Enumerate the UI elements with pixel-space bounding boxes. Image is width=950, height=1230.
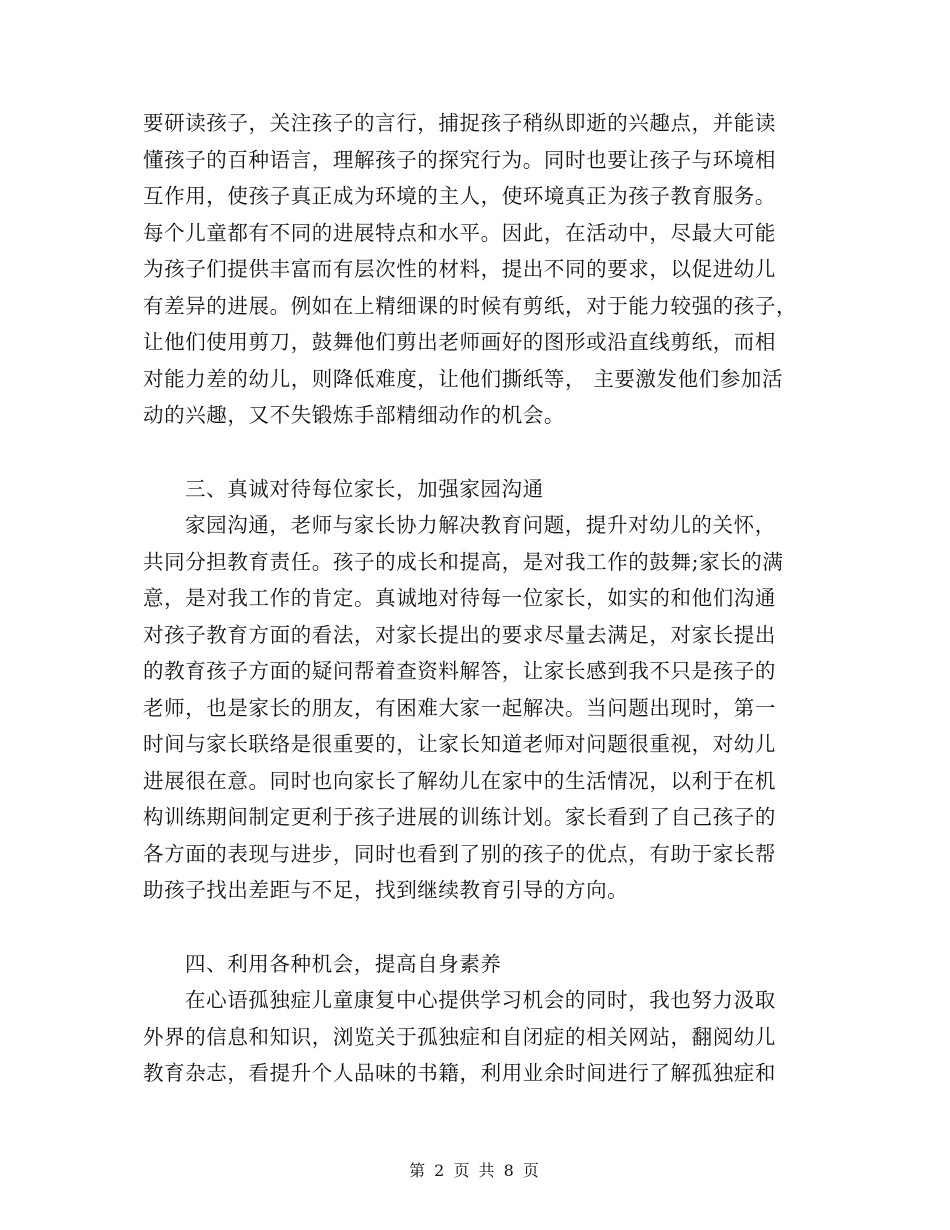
body-line-2: 懂孩子的百种语言，理解孩子的探究行为。同时也要让孩子与环境相: [143, 147, 776, 172]
body-line-12: 意，是对我工作的肯定。真诚地对待每一位家长，如实的和他们沟通: [143, 586, 776, 610]
section-heading-4: 四、利用各种机会，提高自身素养: [185, 951, 502, 976]
section-heading-3: 三、真诚对待每位家长，加强家园沟通: [185, 476, 544, 501]
body-line-7: 让他们使用剪刀，鼓舞他们剪出老师画好的图形或沿直线剪纸，而相: [143, 330, 776, 354]
body-line-4: 每个儿童都有不同的进展特点和水平。因此，在活动中，尽最大可能: [143, 220, 776, 245]
body-line-5: 为孩子们提供丰富而有层次性的材料，提出不同的要求，以促进幼儿: [143, 257, 776, 281]
body-line-13: 对孩子教育方面的看法，对家长提出的要求尽量去满足，对家长提出: [143, 622, 776, 647]
body-line-9: 动的兴趣，又不失锻炼手部精细动作的机会。: [143, 403, 565, 427]
body-line-21: 在心语孤独症儿童康复中心提供学习机会的同时，我也努力汲取: [185, 988, 776, 1012]
body-line-15: 老师，也是家长的朋友，有困难大家一起解决。当问题出现时，第一: [143, 695, 776, 720]
body-line-22: 外界的信息和知识，浏览关于孤独症和自闭症的相关网站，翻阅幼儿: [143, 1024, 776, 1049]
body-line-6: 有差异的进展。例如在上精细课的时候有剪纸，对于能力较强的孩子，: [143, 293, 798, 318]
body-line-3: 互作用，使孩子真正成为环境的主人，使环境真正为孩子教育服务。: [143, 184, 776, 208]
body-line-18: 构训练期间制定更利于孩子进展的训练计划。家长看到了自己孩子的: [143, 805, 776, 829]
body-line-19: 各方面的表现与进步，同时也看到了别的孩子的优点，有助于家长帮: [143, 841, 776, 866]
body-line-14: 的教育孩子方面的疑问帮着查资料解答，让家长感到我不只是孩子的: [143, 659, 776, 683]
body-line-17: 进展很在意。同时也向家长了解幼儿在家中的生活情况，以利于在机: [143, 768, 776, 793]
body-line-11: 共同分担教育责任。孩子的成长和提高，是对我工作的鼓舞;家长的满: [143, 549, 784, 574]
body-line-16: 时间与家长联络是很重要的，让家长知道老师对问题很重视，对幼儿: [143, 732, 776, 756]
body-line-8: 对能力差的幼儿，则降低难度，让他们撕纸等， 主要激发他们参加活: [143, 366, 784, 391]
body-line-10: 家园沟通，老师与家长协力解决教育问题，提升对幼儿的关怀，: [185, 513, 776, 537]
body-line-20: 助孩子找出差距与不足，找到继续教育引导的方向。: [143, 878, 629, 902]
page-number-footer: 第 2 页 共 8 页: [409, 1161, 541, 1180]
body-line-23: 教育杂志，看提升个人品味的书籍，利用业余时间进行了解孤独症和: [143, 1061, 776, 1085]
body-line-1: 要研读孩子，关注孩子的言行，捕捉孩子稍纵即逝的兴趣点，并能读: [143, 111, 776, 135]
